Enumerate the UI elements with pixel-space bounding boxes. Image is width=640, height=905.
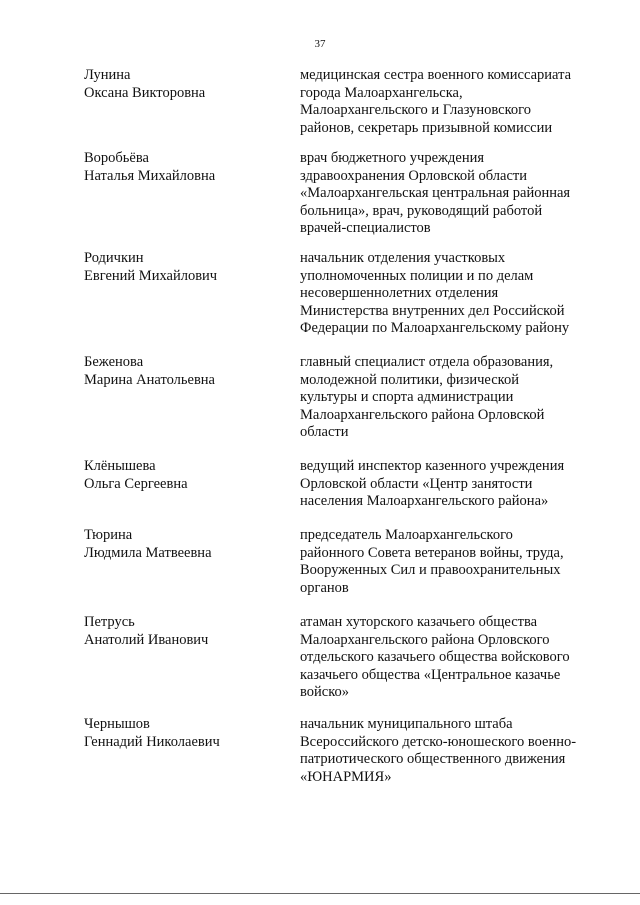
member-name: Клёнышева Ольга Сергеевна xyxy=(84,458,188,492)
page-number: 37 xyxy=(314,38,326,50)
member-name: Петрусь Анатолий Иванович xyxy=(84,614,209,648)
member-name: Родичкин Евгений Михайлович xyxy=(84,250,218,284)
member-position: начальник муниципального штаба Всероссийского детско-юношеского военно- патриотического общественного движения «ЮНАРМИЯ» xyxy=(300,716,577,785)
member-position: председатель Малоархангельского районного Совета ветеранов войны, труда, Вооруженных Сил и правоохранительных органов xyxy=(300,527,564,596)
member-name: Тюрина Людмила Матвеевна xyxy=(84,527,212,561)
member-position: медицинская сестра военного комиссариата города Малоархангельска, Малоархангельского и Глазуновского районов, секретарь призывной комиссии xyxy=(300,67,572,136)
bottom-divider xyxy=(0,893,640,894)
member-name: Лунина Оксана Викторовна xyxy=(84,67,206,101)
member-name: Беженова Марина Анатольевна xyxy=(84,354,215,388)
member-position: начальник отделения участковых уполномоченных полиции и по делам несовершеннолетних отделения Министерства внутренних дел Российской Федерации по Малоархангельскому району xyxy=(300,250,570,336)
member-name: Воробьёва Наталья Михайловна xyxy=(84,150,216,184)
member-position: атаман хуторского казачьего общества Малоархангельского района Орловского отдельского казачьего общества войскового казачьего общества «Центральное казачье войско» xyxy=(300,614,570,700)
member-position: ведущий инспектор казенного учреждения Орловской области «Центр занятости населения Малоархангельского района» xyxy=(300,458,565,509)
member-position: врач бюджетного учреждения здравоохранения Орловской области «Малоархангельская центральная районная больница», врач, руководящий работой врачей-специалистов xyxy=(300,150,571,236)
member-position: главный специалист отдела образования, молодежной политики, физической культуры и спорта администрации Малоархангельского района Орловской области xyxy=(300,354,554,440)
member-name: Чернышов Геннадий Николаевич xyxy=(84,716,220,750)
